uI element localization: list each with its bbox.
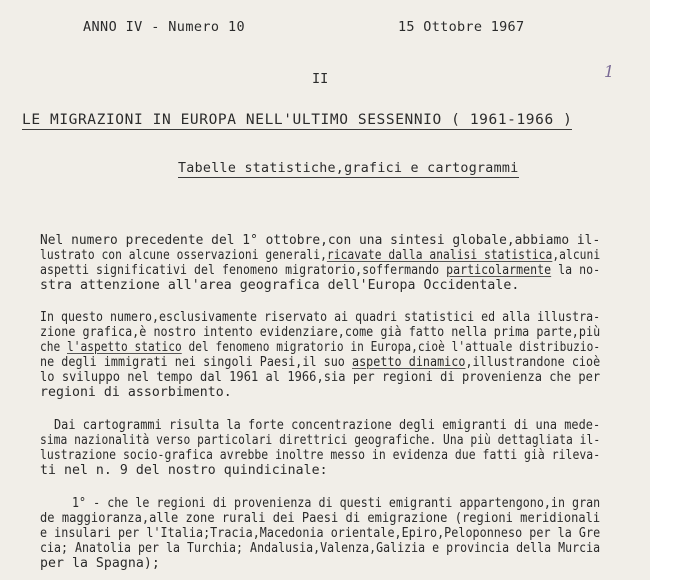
issue-date: 15 Ottobre 1967 bbox=[398, 19, 525, 35]
handwritten-page-mark: 1 bbox=[604, 62, 615, 81]
text-run: ,alcuni bbox=[552, 248, 601, 263]
paragraph-1-line bbox=[40, 248, 600, 263]
paragraph-2-line: lo sviluppo nel tempo dal 1961 al 1966,sia per regioni di provenienza che per bbox=[40, 370, 601, 385]
text-run: ,illustrandone cioè bbox=[465, 355, 601, 370]
underlined-phrase: aspetto dinamico bbox=[351, 355, 466, 370]
page-subtitle: Tabelle statistiche,grafici e cartogrammi bbox=[178, 161, 519, 176]
paragraph-3-line: lustrazione socio-grafica avrebbe inoltre messo in evidenza due fatti già rileva- bbox=[40, 448, 601, 463]
paragraph-3-line: ti nel n. 9 del nostro quindicinale: bbox=[40, 463, 328, 478]
paragraph-1-line bbox=[40, 263, 600, 278]
paragraph-4-line: e insulari per l'Italia;Tracia,Macedonia orientale,Epiro,Peloponneso per la Gre bbox=[40, 526, 601, 541]
paragraph-3-line: sima nazionalità verso particolari direttrici geografiche. Una più dettagliata il- bbox=[40, 433, 601, 448]
underlined-phrase: ricavate dalla analisi statistica bbox=[326, 248, 553, 263]
paragraph-2-line bbox=[40, 355, 600, 370]
paragraph-4-line: de maggioranza,alle zone rurali dei Paesi di emigrazione (regioni meridionali bbox=[40, 511, 601, 526]
page-title: LE MIGRAZIONI IN EUROPA NELL'ULTIMO SESSENNIO ( 1961-1966 ) bbox=[22, 112, 573, 128]
paragraph-2-line: In questo numero,esclusivamente riservato ai quadri statistici ed alla illustra- bbox=[40, 310, 601, 325]
paragraph-4-line: 1° - che le regioni di provenienza di questi emigranti appartengono,in gran bbox=[72, 496, 601, 511]
underlined-phrase: particolarmente bbox=[446, 263, 552, 278]
text-run: del fenomeno migratorio in Europa,cioè l'attuale distribuzio- bbox=[181, 340, 601, 355]
underlined-phrase: l'aspetto statico bbox=[67, 340, 182, 355]
paragraph-4-line: per la Spagna); bbox=[40, 556, 160, 571]
paragraph-4-line: cia; Anatolia per la Turchia; Andalusia,Valenza,Galizia e provincia della Murcia bbox=[40, 541, 601, 556]
paragraph-3-line: Dai cartogrammi risulta la forte concentrazione degli emigranti di una mede- bbox=[54, 418, 601, 433]
text-run: lustrato con alcune osservazioni generali, bbox=[40, 248, 327, 263]
section-number: II bbox=[312, 71, 329, 87]
paragraph-1-line: stra attenzione all'area geografica dell'Europa Occidentale. bbox=[40, 278, 520, 293]
paragraph-1-line: Nel numero precedente del 1° ottobre,con una sintesi globale,abbiamo il- bbox=[40, 233, 601, 248]
text-run: che bbox=[40, 340, 68, 355]
paragraph-2-line: regioni di assorbimento. bbox=[40, 385, 232, 400]
text-run: aspetti significativi del fenomeno migratorio,soffermando bbox=[40, 263, 447, 278]
text-run: la no- bbox=[551, 263, 601, 278]
issue-number: ANNO IV - Numero 10 bbox=[83, 19, 246, 35]
paragraph-2-line: zione grafica,è nostro intento evidenziare,come già fatto nella prima parte,più bbox=[40, 325, 601, 340]
text-run: ne degli immigrati nei singoli Paesi,il suo bbox=[40, 355, 352, 370]
paragraph-2-line bbox=[40, 340, 600, 355]
